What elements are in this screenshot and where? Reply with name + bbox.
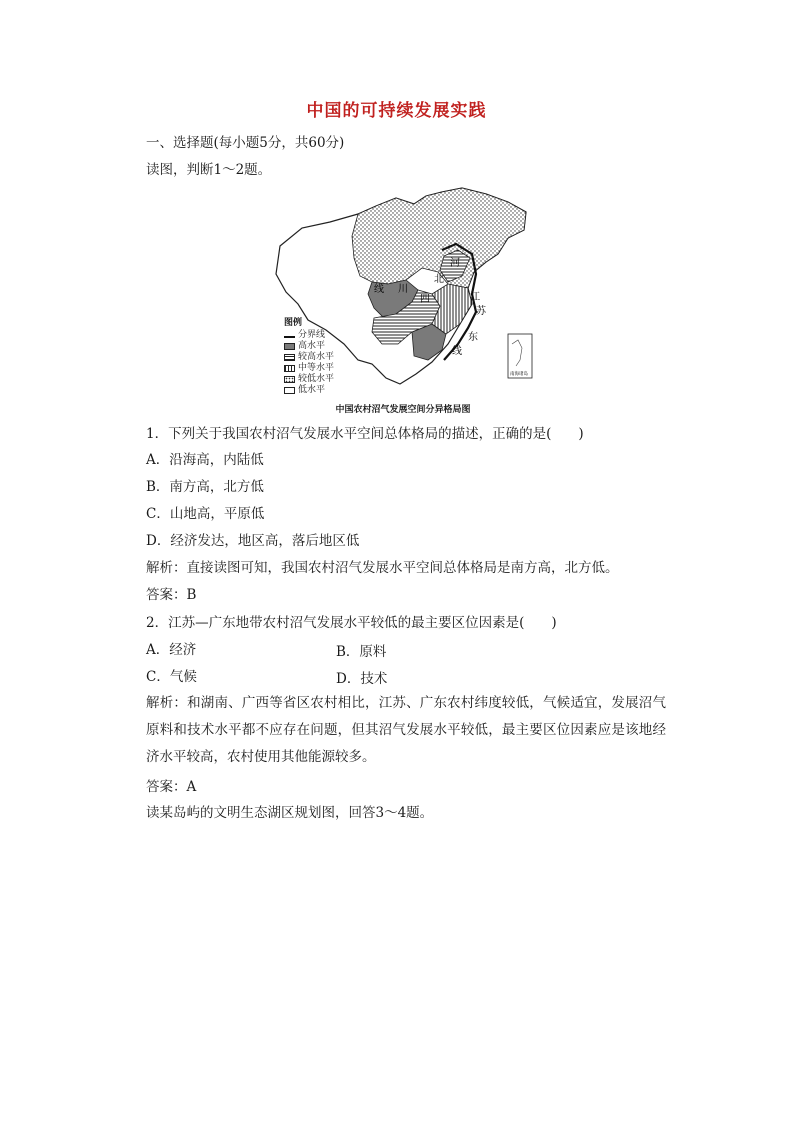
q1-option-b: B．南方高，北方低 — [146, 479, 264, 495]
label-he: 河 — [450, 258, 460, 269]
legend-label: 低水平 — [298, 385, 326, 395]
q2-option-b: B．原料 — [336, 644, 387, 660]
q1-answer: 答案：B — [146, 587, 197, 603]
label-chuan: 川 — [398, 284, 408, 295]
q2-analysis: 解析：和湖南、广西等省区农村相比，江苏、广东农村纬度较低，气候适宜，发展沼气原料和技术水平都不应存在问题，但其沼气发展水平较低，最主要区位因素应是该地经济水平较高，农村使用其他能源较多。 — [146, 695, 666, 765]
q1-stem: 1．下列关于我国农村沼气发展水平空间总体格局的描述，正确的是( ) — [146, 426, 584, 442]
map-legend — [284, 318, 334, 396]
legend-label: 较低水平 — [298, 374, 335, 384]
q1-option-a: A．沿海高，内陆低 — [146, 452, 264, 468]
legend-label: 较高水平 — [298, 352, 335, 362]
q1-option-c: C．山地高，平原低 — [146, 506, 265, 522]
legend-swatch — [284, 343, 295, 350]
legend-item — [284, 385, 334, 396]
label-xian2: 线 — [452, 346, 462, 357]
legend-item — [284, 352, 334, 363]
q1-analysis: 解析：直接读图可知，我国农村沼气发展水平空间总体格局是南方高，北方低。 — [146, 560, 619, 576]
legend-swatch — [284, 387, 295, 394]
legend-swatch — [284, 365, 295, 372]
legend-title: 图例 — [284, 318, 303, 328]
legend-item — [284, 330, 334, 341]
legend-swatch — [284, 376, 295, 383]
q2-option-c: C．气候 — [146, 669, 197, 685]
legend-swatch — [284, 354, 295, 361]
legend-item — [284, 363, 334, 374]
label-si: 四 — [420, 294, 430, 305]
map-caption: 中国农村沼气发展空间分异格局图 — [335, 405, 471, 415]
q2-stem: 2．江苏—广东地带农村沼气发展水平较低的最主要区位因素是( ) — [146, 615, 557, 631]
q2-option-d: D．技术 — [336, 671, 388, 687]
label-jiang: 江 — [470, 292, 480, 303]
map-region-north — [352, 188, 526, 288]
label-dong: 东 — [468, 332, 478, 343]
legend-label: 分界线 — [298, 330, 326, 340]
legend-label: 高水平 — [298, 341, 326, 351]
legend-item — [284, 374, 334, 385]
q1-option-d: D．经济发达，地区高，落后地区低 — [146, 533, 360, 549]
label-su: 苏 — [476, 306, 486, 317]
q2-answer: 答案：A — [146, 779, 197, 795]
intro-text-2: 读某岛屿的文明生态湖区规划图，回答3～4题。 — [146, 805, 434, 821]
document-title: 中国的可持续发展实践 — [306, 101, 487, 121]
intro-text: 读图，判断1～2题。 — [146, 162, 272, 178]
q2-option-a: A．经济 — [146, 642, 197, 658]
inset-label: 南海诸岛 — [510, 372, 528, 377]
legend-label: 中等水平 — [298, 363, 335, 373]
legend-line-swatch — [284, 336, 295, 338]
section-heading: 一、选择题(每小题5分，共60分) — [146, 135, 345, 151]
legend-item — [284, 341, 334, 352]
label-bei: 北 — [434, 274, 444, 285]
label-xian1: 线 — [374, 284, 384, 295]
